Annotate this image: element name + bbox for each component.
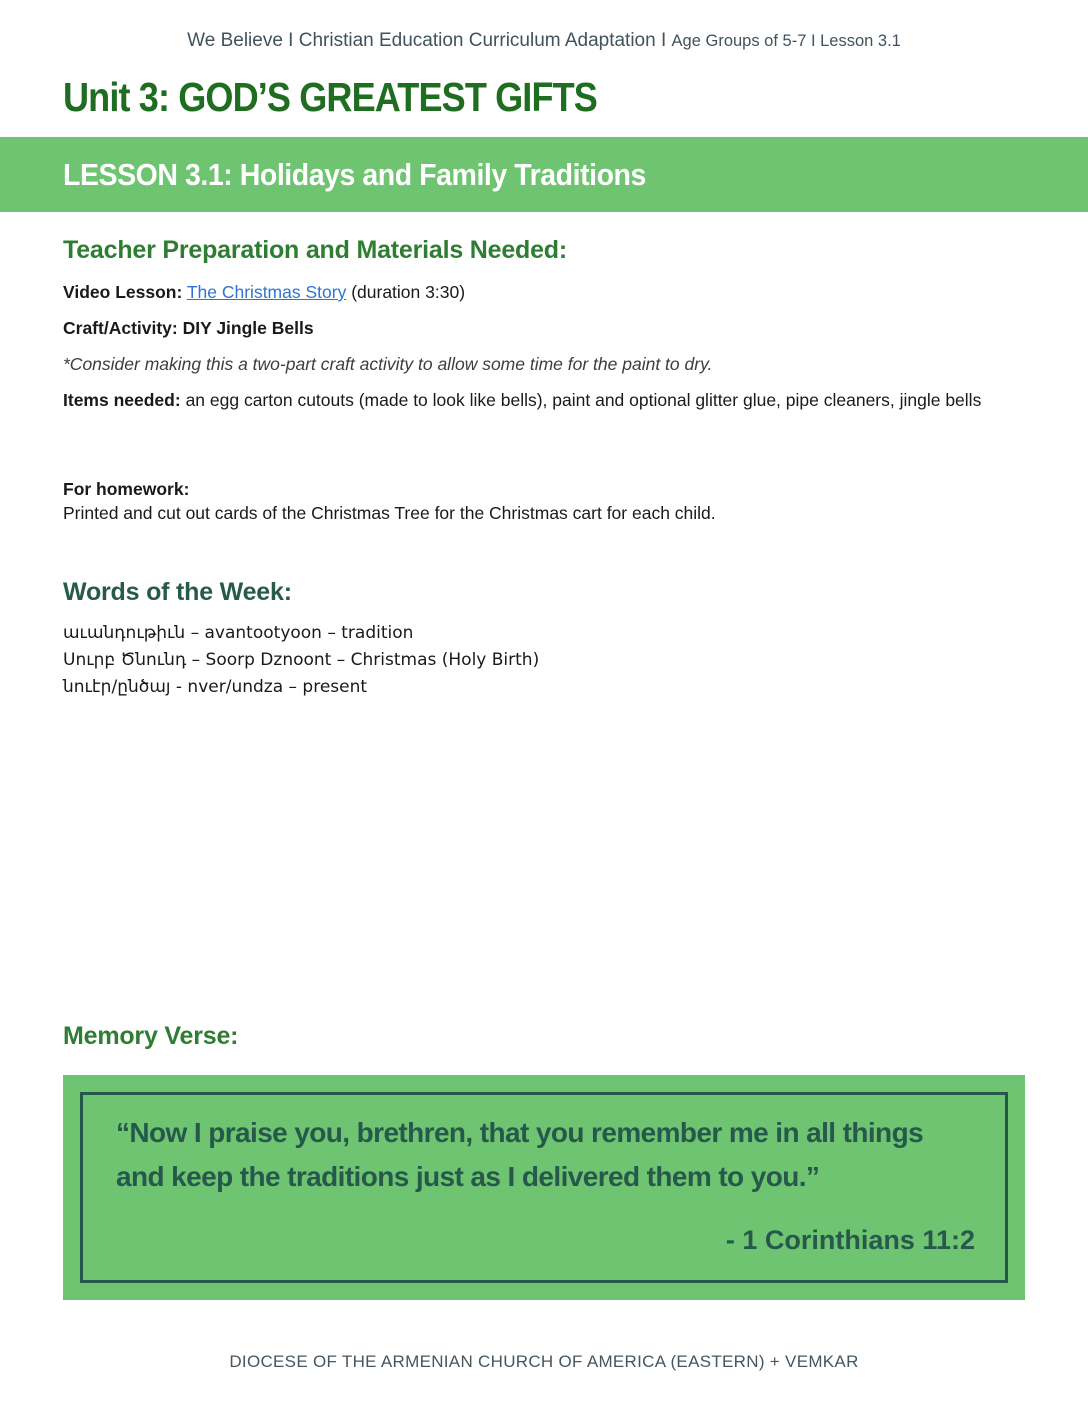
video-lesson-label: Video Lesson: <box>63 282 183 302</box>
items-needed-label: Items needed: <box>63 390 181 410</box>
homework-label: For homework: <box>63 479 190 499</box>
lesson-banner-title: LESSON 3.1: Holidays and Family Traditions <box>63 156 646 192</box>
word-entry: նուէր/ընծայ - nver/undza – present <box>63 677 368 697</box>
running-header <box>0 30 1088 52</box>
memory-verse-box <box>63 1075 1025 1300</box>
word-entry: Սուրբ Ծնունդ – Soorp Dznoont – Christmas (Holy Birth) <box>63 650 540 670</box>
craft-note: *Consider making this a two-part craft activity to allow some time for the paint to dry. <box>63 354 713 374</box>
video-lesson-link[interactable]: The Christmas Story <box>186 282 347 302</box>
words-of-week-heading: Words of the Week: <box>63 578 292 606</box>
video-lesson-duration: (duration 3:30) <box>351 282 466 302</box>
memory-verse-border <box>80 1092 1008 1283</box>
homework-label-line <box>63 476 189 502</box>
video-lesson-line <box>63 279 465 305</box>
craft-activity-text: Craft/Activity: DIY Jingle Bells <box>63 318 314 338</box>
memory-verse-heading: Memory Verse: <box>63 1022 239 1050</box>
items-needed-paragraph <box>63 386 1025 414</box>
memory-verse-attribution: - 1 Corinthians 11:2 <box>725 1225 975 1255</box>
unit-title: Unit 3: GOD’S GREATEST GIFTS <box>63 74 597 120</box>
word-entry: աւանդութիւն – avantootyoon – tradition <box>63 623 414 643</box>
page-footer: DIOCESE OF THE ARMENIAN CHURCH OF AMERICA (EASTERN) + VEMKAR <box>229 1352 859 1371</box>
memory-verse-quote: “Now I praise you, brethren, that you remember me in all things and keep the traditions just as I delivered them to you.” <box>116 1117 924 1192</box>
craft-activity-line <box>63 315 314 341</box>
items-needed-text: an egg carton cutouts (made to look like bells), paint and optional glitter glue, pipe cleaners, jingle bells <box>185 390 982 410</box>
homework-text: Printed and cut out cards of the Christmas Tree for the Christmas cart for each child. <box>63 503 716 523</box>
running-header-main: We Believe I Christian Education Curriculum Adaptation I <box>187 30 667 51</box>
words-of-week-list <box>63 620 539 701</box>
teacher-prep-heading: Teacher Preparation and Materials Needed: <box>63 236 568 264</box>
lesson-banner <box>0 137 1088 212</box>
running-header-meta: Age Groups of 5-7 I Lesson 3.1 <box>671 32 901 50</box>
